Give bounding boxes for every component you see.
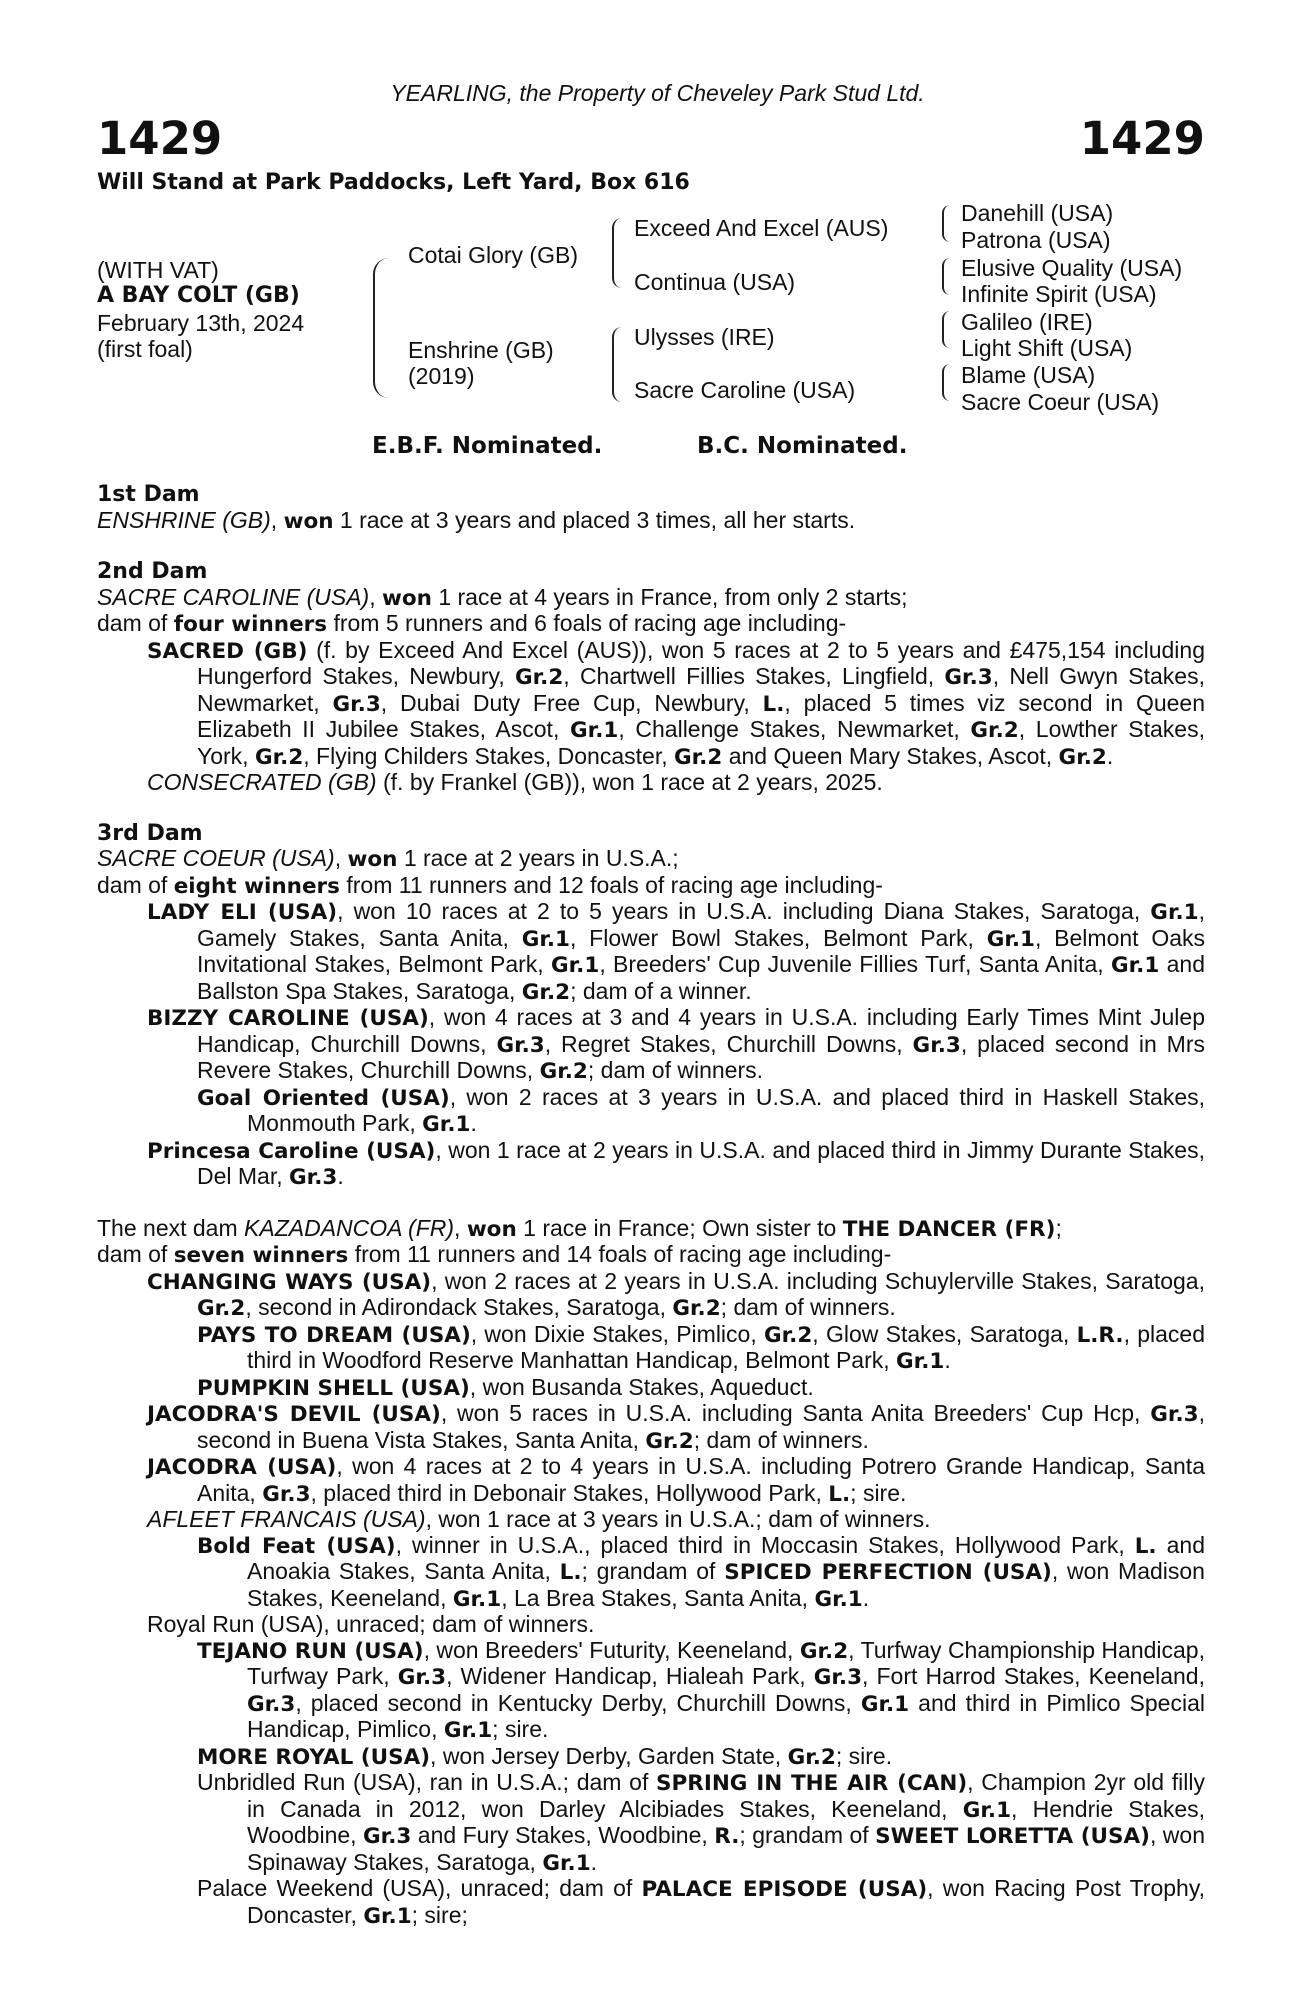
dam-history	[97, 482, 1205, 1929]
bc-nominated: B.C. Nominated.	[697, 433, 908, 459]
third-dam-line: SACRE COEUR (USA), won 1 race at 2 years in U.S.A.;	[97, 845, 679, 872]
palace-weekend-entry: Palace Weekend (USA), unraced; dam of PALACE EPISODE (USA), won Racing Post Trophy, Doncaster, Gr.1; sire;	[197, 1875, 1205, 1929]
pedigree-ssd: Patrona (USA)	[961, 227, 1111, 253]
stand-location: Will Stand at Park Paddocks, Left Yard, Box 616	[97, 170, 690, 195]
pumpkin-shell-entry: PUMPKIN SHELL (USA), won Busanda Stakes, Aqueduct.	[197, 1373, 814, 1401]
foal-note: (first foal)	[97, 336, 193, 362]
pays-to-dream-entry: PAYS TO DREAM (USA), won Dixie Stakes, Pimlico, Gr.2, Glow Stakes, Saratoga, L.R., placed third in Woodford Reserve Manhattan Handicap, Belmont Park, Gr.1.	[197, 1320, 1205, 1374]
second-dam-title: 2nd Dam	[97, 559, 208, 584]
jacodra-entry: JACODRA (USA), won 4 races at 2 to 4 years in U.S.A. including Potrero Grande Handicap, Santa Anita, Gr.3, placed third in Debonair Stakes, Hollywood Park, L.; sire.	[147, 1453, 1205, 1507]
pedigree-dds: Blame (USA)	[961, 362, 1096, 388]
ebf-nominated: E.B.F. Nominated.	[372, 433, 603, 459]
first-dam-line: ENSHRINE (GB), won 1 race at 3 years and placed 3 times, all her starts.	[97, 506, 856, 534]
pedigree-sss: Danehill (USA)	[961, 200, 1114, 226]
next-dam-line: The next dam KAZADANCOA (FR), won 1 race in France; Own sister to THE DANCER (FR);	[97, 1214, 1062, 1242]
second-dam-line: SACRE CAROLINE (USA), won 1 race at 4 years in France, from only 2 starts;	[97, 583, 908, 611]
subject-title: A BAY COLT (GB)	[97, 283, 300, 308]
more-royal-entry: MORE ROYAL (USA), won Jersey Derby, Garden State, Gr.2; sire.	[197, 1742, 893, 1770]
pedigree-brace-sd	[942, 258, 952, 295]
pedigree-brace-dam	[612, 327, 624, 402]
royal-run-entry: Royal Run (USA), unraced; dam of winners.	[147, 1611, 595, 1637]
lady-eli-entry: LADY ELI (USA), won 10 races at 2 to 5 years in U.S.A. including Diana Stakes, Saratoga, Gr.1, Gamely Stakes, Santa Anita, Gr.1, Flower Bowl Stakes, Belmont Park, Gr.1, Belmont Oaks Invitational Stakes, Belmont Park, Gr.1, Breeders' Cup Juvenile Fillies Turf, Santa Anita, Gr.1 and Ballston Spa Stakes, Saratoga, Gr.2; dam of a winner.	[147, 898, 1206, 1005]
pedigree-dss: Galileo (IRE)	[961, 309, 1093, 335]
bizzy-caroline-entry: BIZZY CAROLINE (USA), won 4 races at 3 and 4 years in U.S.A. including Early Times Mint Julep Handicap, Churchill Downs, Gr.3, Regret Stakes, Churchill Downs, Gr.3, placed second in Mrs Revere Stakes, Churchill Downs, Gr.2; dam of winners.	[147, 1004, 1206, 1084]
pedigree-sdd: Infinite Spirit (USA)	[961, 281, 1157, 307]
third-dam-title: 3rd Dam	[97, 820, 203, 846]
pedigree-dam-sire: Ulysses (IRE)	[634, 324, 775, 350]
pedigree-ddd: Sacre Coeur (USA)	[961, 389, 1160, 415]
lot-number-right: 1429	[1079, 112, 1205, 165]
pedigree-dam: Enshrine (GB)	[408, 337, 554, 363]
bold-feat-entry: Bold Feat (USA), winner in U.S.A., placed third in Moccasin Stakes, Hollywood Park, L. and Anoakia Stakes, Santa Anita, L.; grandam of SPICED PERFECTION (USA), won Madison Stakes, Keeneland, Gr.1, La Brea Stakes, Santa Anita, Gr.1.	[197, 1531, 1206, 1612]
pedigree-dam-year: (2019)	[408, 363, 475, 389]
afleet-francais-entry: AFLEET FRANCAIS (USA), won 1 race at 3 years in U.S.A.; dam of winners.	[147, 1506, 931, 1532]
pedigree-dsd: Light Shift (USA)	[961, 335, 1133, 361]
consecrated-entry: CONSECRATED (GB) (f. by Frankel (GB)), won 1 race at 2 years, 2025.	[147, 769, 883, 795]
third-dam-produce: dam of eight winners from 11 runners and 12 foals of racing age including-	[97, 871, 883, 899]
pedigree-brace-sire	[612, 218, 624, 288]
pedigree-brace-dd	[942, 364, 952, 401]
tejano-run-entry: TEJANO RUN (USA), won Breeders' Futurity, Keeneland, Gr.2, Turfway Championship Handicap, Turfway Park, Gr.3, Widener Handicap, Hialeah Park, Gr.3, Fort Harrod Stakes, Keeneland, Gr.3, placed second in Kentucky Derby, Churchill Downs, Gr.1 and third in Pimlico Special Handicap, Pimlico, Gr.1; sire.	[197, 1636, 1205, 1743]
second-dam-produce: dam of four winners from 5 runners and 6 foals of racing age including-	[97, 610, 847, 637]
changing-ways-entry: CHANGING WAYS (USA), won 2 races at 2 years in U.S.A. including Schuylerville Stakes, Saratoga, Gr.2, second in Adirondack Stakes, Saratoga, Gr.2; dam of winners.	[147, 1267, 1205, 1321]
pedigree-sire-dam: Continua (USA)	[634, 269, 796, 295]
princesa-caroline-entry: Princesa Caroline (USA), won 1 race at 2 years in U.S.A. and placed third in Jimmy Durante Stakes, Del Mar, Gr.3.	[147, 1136, 1205, 1190]
foaling-date: February 13th, 2024	[97, 310, 305, 336]
pedigree-sds: Elusive Quality (USA)	[961, 255, 1183, 281]
lot-number-left: 1429	[97, 112, 223, 165]
pedigree-dam-dam: Sacre Caroline (USA)	[634, 377, 856, 403]
vat-note: (WITH VAT)	[97, 257, 219, 283]
catalogue-subtitle: YEARLING, the Property of Cheveley Park Stud Ltd.	[390, 80, 925, 106]
pedigree-sire: Cotai Glory (GB)	[408, 242, 578, 268]
pedigree-sire-sire: Exceed And Excel (AUS)	[634, 215, 889, 241]
next-dam-produce: dam of seven winners from 11 runners and 14 foals of racing age including-	[97, 1241, 892, 1268]
goal-oriented-entry: Goal Oriented (USA), won 2 races at 3 years in U.S.A. and placed third in Haskell Stakes, Monmouth Park, Gr.1.	[197, 1083, 1206, 1137]
pedigree-brace-ss	[942, 205, 952, 242]
unbridled-run-entry: Unbridled Run (USA), ran in U.S.A.; dam of SPRING IN THE AIR (CAN), Champion 2yr old filly in Canada in 2012, won Darley Alcibiades Stakes, Keeneland, Gr.1, Hendrie Stakes, Woodbine, Gr.3 and Fury Stakes, Woodbine, R.; grandam of SWEET LORETTA (USA), won Spinaway Stakes, Saratoga, Gr.1.	[197, 1769, 1205, 1876]
pedigree-brace-ds	[942, 311, 952, 348]
sacred-entry: SACRED (GB) (f. by Exceed And Excel (AUS)), won 5 races at 2 to 5 years and £475,154 including Hungerford Stakes, Newbury, Gr.2, Chartwell Fillies Stakes, Lingfield, Gr.3, Nell Gwyn Stakes, Newmarket, Gr.3, Dubai Duty Free Cup, Newbury, L., placed 5 times viz second in Queen Elizabeth II Jubilee Stakes, Ascot, Gr.1, Challenge Stakes, Newmarket, Gr.2, Lowther Stakes, York, Gr.2, Flying Childers Stakes, Doncaster, Gr.2 and Queen Mary Stakes, Ascot, Gr.2.	[147, 636, 1205, 770]
pedigree-brace-main	[373, 258, 389, 398]
first-dam-title: 1st Dam	[97, 482, 200, 507]
jacodras-devil-entry: JACODRA'S DEVIL (USA), won 5 races in U.S.A. including Santa Anita Breeders' Cup Hcp, Gr.3, second in Buena Vista Stakes, Santa Anita, Gr.2; dam of winners.	[147, 1400, 1205, 1454]
